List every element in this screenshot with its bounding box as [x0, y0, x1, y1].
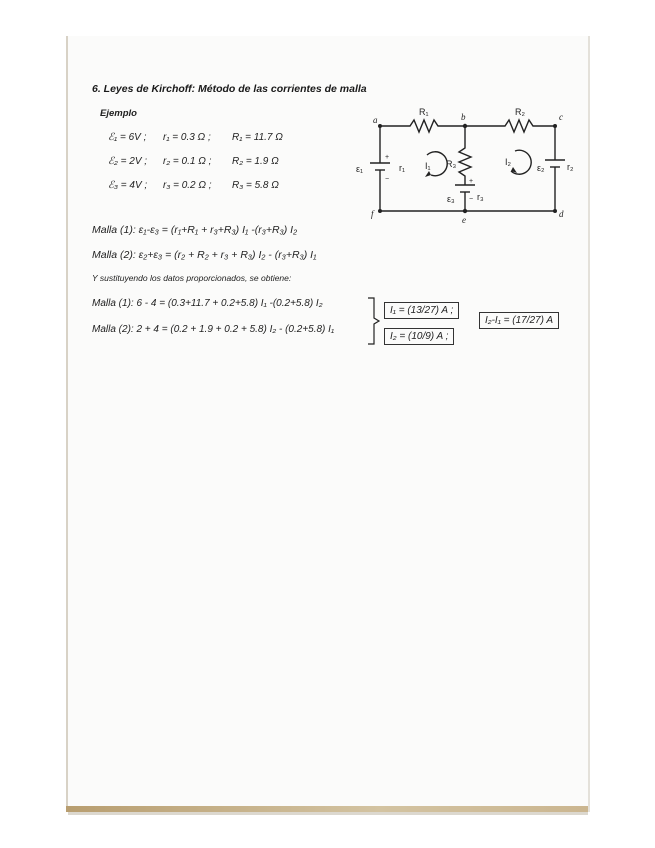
label-emf1: ε₁ [356, 164, 364, 174]
label-I2: I₂ [505, 157, 511, 167]
internal-r-1: r₁ = 0.3 Ω ; [163, 132, 211, 143]
substituted-equation-2: Malla (2): 2 + 4 = (0.2 + 1.9 + 0.2 + 5.8) I₂ - (0.2+5.8) I₁ [92, 324, 335, 335]
minus-emf3: − [469, 196, 474, 203]
plus-emf1: + [385, 154, 390, 161]
node-d: d [559, 209, 564, 219]
minus-emf1: − [385, 176, 390, 183]
mesh-equation-1: Malla (1): ε₁-ε₃ = (r₁+R₁ + r₃+R₃) I₁ -(r₃+R₃) I₂ [92, 224, 298, 236]
label-emf3: ε₃ [447, 194, 455, 204]
internal-r-3: r₃ = 0.2 Ω ; [163, 180, 212, 191]
substituted-equation-1: Malla (1): 6 - 4 = (0.3+11.7 + 0.2+5.8) I₁ -(0.2+5.8) I₂ [92, 298, 323, 309]
label-R2: R₂ [515, 107, 525, 117]
result-difference: I₂-I₁ = (17/27) A [479, 312, 559, 329]
node-f: f [371, 209, 374, 219]
result-I1: I₁ = (13/27) A ; [384, 302, 459, 319]
node-e: e [462, 215, 466, 223]
emf-2: ℰ₂ = 2V ; [108, 156, 148, 167]
paper-edge-bottom [66, 806, 588, 812]
result-I2: I₂ = (10/9) A ; [384, 328, 454, 345]
plus-emf3: + [469, 178, 474, 185]
node-c: c [559, 112, 563, 122]
resistor-2: R₂ = 1.9 Ω [232, 156, 279, 167]
example-label: Ejemplo [100, 108, 137, 119]
label-r2: r₂ [567, 162, 574, 172]
label-I1: I₁ [425, 161, 431, 171]
internal-r-2: r₂ = 0.1 Ω ; [163, 156, 212, 167]
brace [366, 296, 382, 346]
section-heading: 6. Leyes de Kirchoff: Método de las corrientes de malla [92, 83, 367, 95]
label-r1: r₁ [399, 163, 406, 173]
emf-3: ℰ₃ = 4V ; [108, 180, 148, 191]
node-b: b [461, 112, 466, 122]
label-R1: R₁ [419, 107, 429, 117]
label-r3: r₃ [477, 192, 484, 202]
label-emf2: ε₂ [537, 163, 545, 173]
circuit-diagram [355, 103, 585, 223]
resistor-3: R₃ = 5.8 Ω [232, 180, 279, 191]
resistor-1: R₁ = 11.7 Ω [232, 132, 283, 143]
mesh-equation-2: Malla (2): ε₂+ε₃ = (r₂ + R₂ + r₃ + R₃) I₂ - (r₃+R₃) I₁ [92, 249, 317, 261]
node-a: a [373, 115, 378, 125]
substitution-note: Y sustituyendo los datos proporcionados, se obtiene: [92, 273, 292, 283]
emf-1: ℰ₁ = 6V ; [108, 132, 147, 143]
label-R3: R₃ [446, 159, 457, 169]
